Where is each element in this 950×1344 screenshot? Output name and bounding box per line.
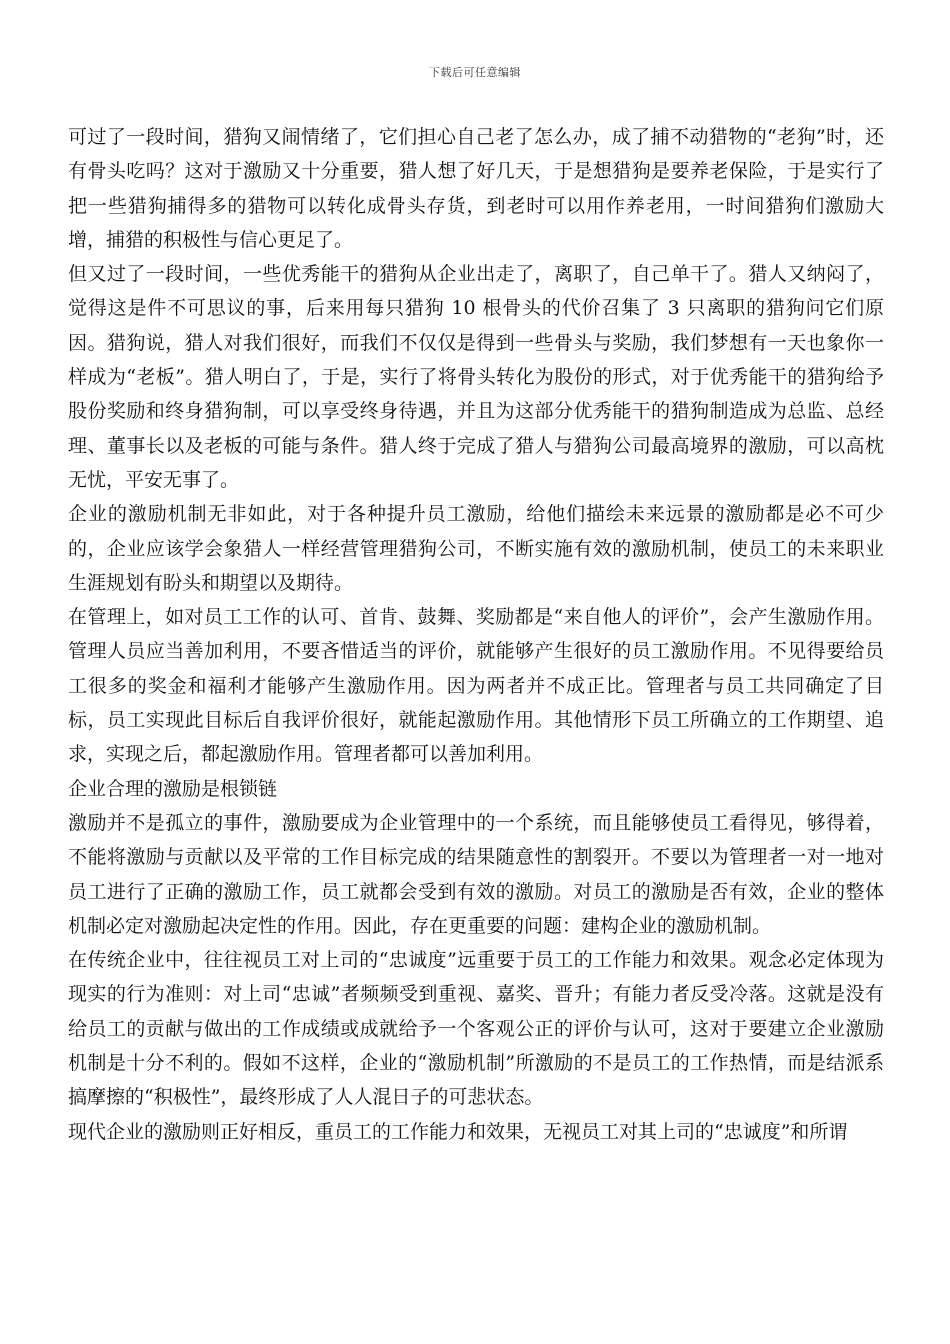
paragraph-3: 企业的激励机制无非如此，对于各种提升员工激励，给他们描绘未来远景的激励都是必不可少的，企业应该学会象猎人一样经营管理猎狗公司，不断实施有效的激励机制，使员工的未来职业生涯规划有盼头和期望以及期待。 — [68, 503, 884, 594]
paragraph-5: 激励并不是孤立的事件，激励要成为企业管理中的一个系统，而且能够使员工看得见，够得着，不能将激励与贡献以及平常的工作目标完成的结果随意性的割裂开。不要以为管理者一对一地对员工进行了正确的激励工作，员工就都会受到有效的激励。对员工的激励是否有效，企业的整体机制必定对激励起决定性的作用。因此，存在更重要的问题：建构企业的激励机制。 — [68, 811, 884, 937]
paragraph-4: 在管理上，如对员工工作的认可、首肯、鼓舞、奖励都是“来自他人的评价”，会产生激励作用。管理人员应当善加利用，不要吝惜适当的评价，就能够产生很好的员工激励作用。不见得要给员工很多的奖金和福利才能够产生激励作用。因为两者并不成正比。管理者与员工共同确定了目标，员工实现此目标后自我评价很好，就能起激励作用。其他情形下员工所确立的工作期望、追求，实现之后，都起激励作用。管理者都可以善加利用。 — [68, 606, 884, 766]
document-body — [68, 120, 884, 1149]
paragraph-2: 但又过了一段时间，一些优秀能干的猎狗从企业出走了，离职了，自己单干了。猎人又纳闷了，觉得这是件不可思议的事，后来用每只猎狗 10 根骨头的代价召集了 3 只离职的猎狗问它们原因。猎狗说，猎人对我们很好，而我们不仅仅是得到一些骨头与奖励，我们梦想有一天也象你一样成为“老板”。猎人明白了，于是，实行了将骨头转化为股份的形式，对于优秀能干的猎狗给予股份奖励和终身猎狗制，可以享受终身待遇，并且为这部分优秀能干的猎狗制造成为总监、总经理、董事长以及老板的可能与条件。猎人终于完成了猎人与猎狗公司最高境界的激励，可以高枕无忧，平安无事了。 — [68, 263, 884, 491]
paragraph-1: 可过了一段时间，猎狗又闹情绪了，它们担心自己老了怎么办，成了捕不动猎物的“老狗”时，还有骨头吃吗？这对于激励又十分重要，猎人想了好几天，于是想猎狗是要养老保险，于是实行了把一些猎狗捕得多的猎物可以转化成骨头存货，到老时可以用作养老用，一时间猎狗们激励大增，捕猎的积极性与信心更足了。 — [68, 126, 884, 251]
paragraph-6: 在传统企业中，往往视员工对上司的“忠诚度”远重要于员工的工作能力和效果。观念必定体现为现实的行为准则：对上司“忠诚”者频频受到重视、嘉奖、晋升；有能力者反受冷落。这就是没有给员工的贡献与做出的工作成绩或成就给予一个客观公正的评价与认可，这对于要建立企业激励机制是十分不利的。假如不这样，企业的“激励机制”所激励的不是员工的工作热情，而是结派系搞摩擦的“积极性”，最终形成了人人混日子的可悲状态。 — [68, 949, 884, 1109]
paragraph-7: 现代企业的激励则正好相反，重员工的工作能力和效果，无视员工对其上司的“忠诚度”和所谓 — [68, 1120, 848, 1143]
page-header: 下载后可任意编辑 — [429, 66, 521, 79]
section-heading: 企业合理的激励是根锁链 — [68, 777, 278, 800]
